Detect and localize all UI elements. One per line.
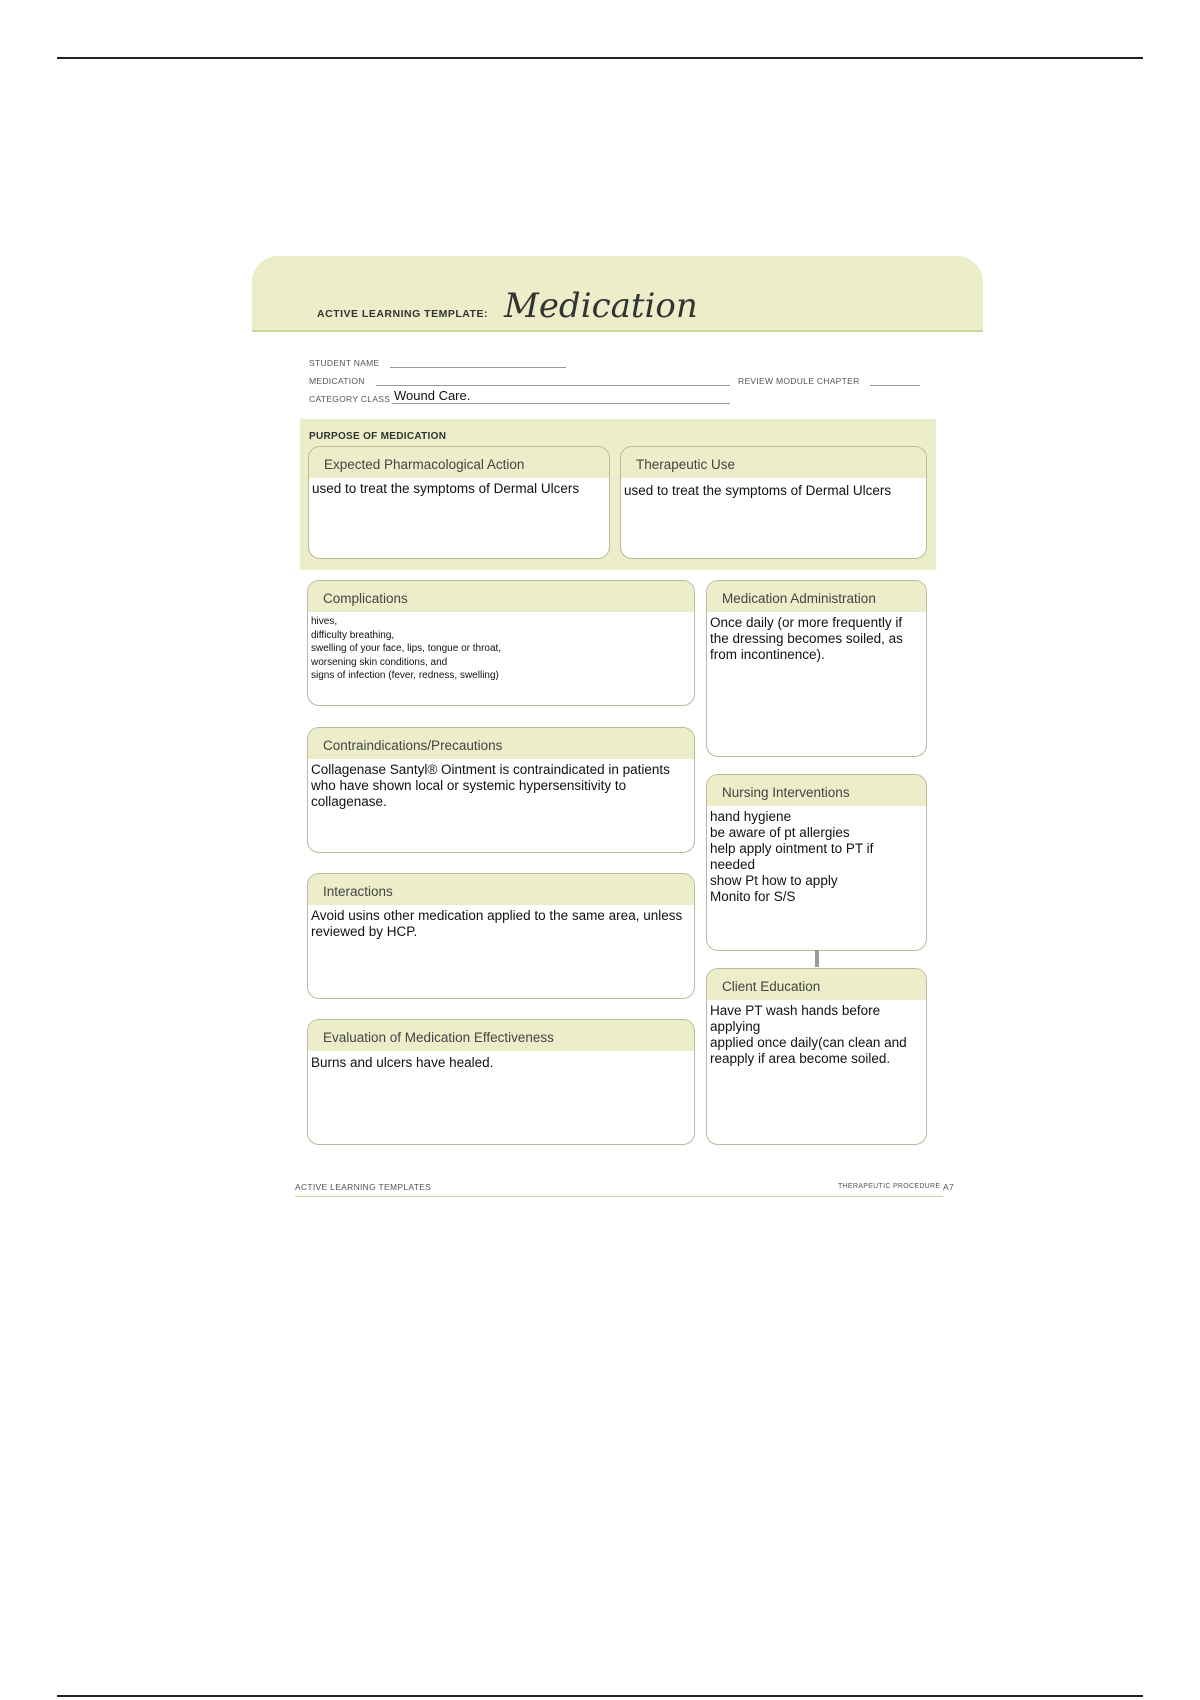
footer-rule	[295, 1196, 943, 1197]
category-class-value: Wound Care.	[394, 388, 471, 403]
therapeutic-use-box	[620, 446, 927, 559]
nursing-title: Nursing Interventions	[707, 775, 926, 806]
interactions-title: Interactions	[308, 874, 694, 905]
interactions-text[interactable]: Avoid usins other medication applied to the same area, unless reviewed by HCP.	[311, 908, 683, 939]
client-education-title: Client Education	[707, 969, 926, 1000]
administration-box	[706, 580, 927, 757]
interactions-box	[307, 873, 695, 999]
template-banner	[252, 256, 983, 332]
nursing-box	[706, 774, 927, 951]
medication-field[interactable]	[376, 385, 730, 386]
footer-page-number: A7	[943, 1182, 954, 1192]
complications-box	[307, 580, 695, 706]
evaluation-box	[307, 1019, 695, 1145]
purpose-title: PURPOSE OF MEDICATION	[309, 431, 447, 442]
administration-text[interactable]: Once daily (or more frequently if the dressing becomes soiled, as from incontinence).	[710, 615, 903, 662]
nursing-text[interactable]: hand hygiene be aware of pt allergies help apply ointment to PT if needed show Pt how to apply Monito for S/S	[710, 809, 874, 904]
category-class-label: CATEGORY CLASS	[309, 394, 391, 404]
complications-title: Complications	[308, 581, 694, 612]
administration-title: Medication Administration	[707, 581, 926, 612]
footer-left: ACTIVE LEARNING TEMPLATES	[295, 1182, 432, 1192]
medication-template-sheet	[250, 255, 985, 1200]
template-title: Medication	[504, 286, 698, 326]
contraindications-text[interactable]: Collagenase Santyl® Ointment is contraindicated in patients who have shown local or systemic hypersensitivity to collagenase.	[311, 762, 670, 809]
contraindications-box	[307, 727, 695, 853]
complications-text[interactable]: hives, difficulty breathing, swelling of your face, lips, tongue or throat, worsening skin conditions, and signs of infection (fever, redness, swelling)	[311, 616, 502, 681]
client-education-text[interactable]: Have PT wash hands before applying applied once daily(can clean and reapply if area become soiled.	[710, 1003, 907, 1066]
expected-action-box	[308, 446, 610, 559]
therapeutic-use-text[interactable]: used to treat the symptoms of Dermal Ulcers	[624, 483, 892, 498]
review-module-field[interactable]	[870, 385, 920, 386]
evaluation-text[interactable]: Burns and ulcers have healed.	[311, 1055, 494, 1070]
top-rule	[57, 57, 1143, 59]
medication-label: MEDICATION	[309, 376, 365, 386]
client-education-box	[706, 968, 927, 1145]
contraindications-title: Contraindications/Precautions	[308, 728, 694, 759]
therapeutic-use-title: Therapeutic Use	[621, 447, 926, 478]
bottom-rule	[57, 1695, 1143, 1697]
evaluation-title: Evaluation of Medication Effectiveness	[308, 1020, 694, 1051]
student-name-label: STUDENT NAME	[309, 358, 380, 368]
student-name-field[interactable]	[390, 367, 566, 368]
nursing-education-connector	[815, 950, 819, 967]
footer-right: THERAPEUTIC PROCEDURE	[838, 1183, 941, 1190]
expected-action-text[interactable]: used to treat the symptoms of Dermal Ulcers	[312, 481, 580, 496]
category-class-field[interactable]	[392, 403, 730, 404]
expected-action-title: Expected Pharmacological Action	[309, 447, 609, 478]
review-module-label: REVIEW MODULE CHAPTER	[738, 376, 860, 386]
template-label: ACTIVE LEARNING TEMPLATE:	[317, 308, 488, 320]
